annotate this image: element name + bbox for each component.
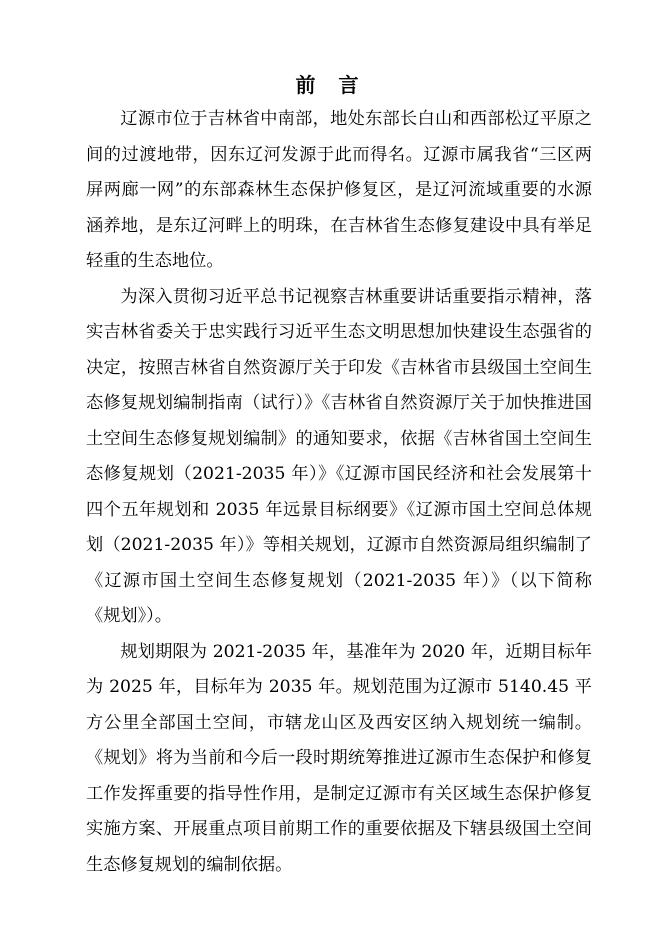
paragraph-scope: 规划期限为 2021-2035 年，基准年为 2020 年，近期目标年为 2025 年，目标年为 2035 年。规划范围为辽源市 5140.45 平方公里全部国土空间，市辖龙山区及西安区纳入规划统一编制。《规划》将为当前和今后一段时期统筹推进辽源市生态保护和修复工作发挥重要的指导性作用，是制定辽源市有关区域生态保护修复实施方案、开展重点项目前期工作的重要依据及下辖县级国土空间生态修复规划的编制依据。: [86, 641, 592, 875]
page-title: 前 言: [295, 73, 367, 97]
paragraph-intro: 辽源市位于吉林省中南部，地处东部长白山和西部松辽平原之间的过渡地带，因东辽河发源于此而得名。辽源市属我省“三区两屏两廊一网”的东部森林生态保护修复区，是辽河流域重要的水源涵养地，是东辽河畔上的明珠，在吉林省生态修复建设中具有举足轻重的生态地位。: [86, 109, 592, 271]
paragraph-basis: 为深入贯彻习近平总书记视察吉林重要讲话重要指示精神，落实吉林省委关于忠实践行习近平生态文明思想加快建设生态强省的决定，按照吉林省自然资源厅关于印发《吉林省市县级国土空间生态修复规划编制指南（试行）》《吉林省自然资源厅关于加快推进国土空间生态修复规划编制》的通知要求，依据《吉林省国土空间生态修复规划（2021-2035 年）》《辽源市国民经济和社会发展第十四个五年规划和 2035 年远景目标纲要》《辽源市国土空间总体规划（2021-2035 年）》等相关规划，辽源市自然资源局组织编制了《辽源市国土空间生态修复规划（2021-2035 年）》（以下简称《规划》）。: [86, 286, 592, 626]
document-body: [86, 102, 592, 883]
